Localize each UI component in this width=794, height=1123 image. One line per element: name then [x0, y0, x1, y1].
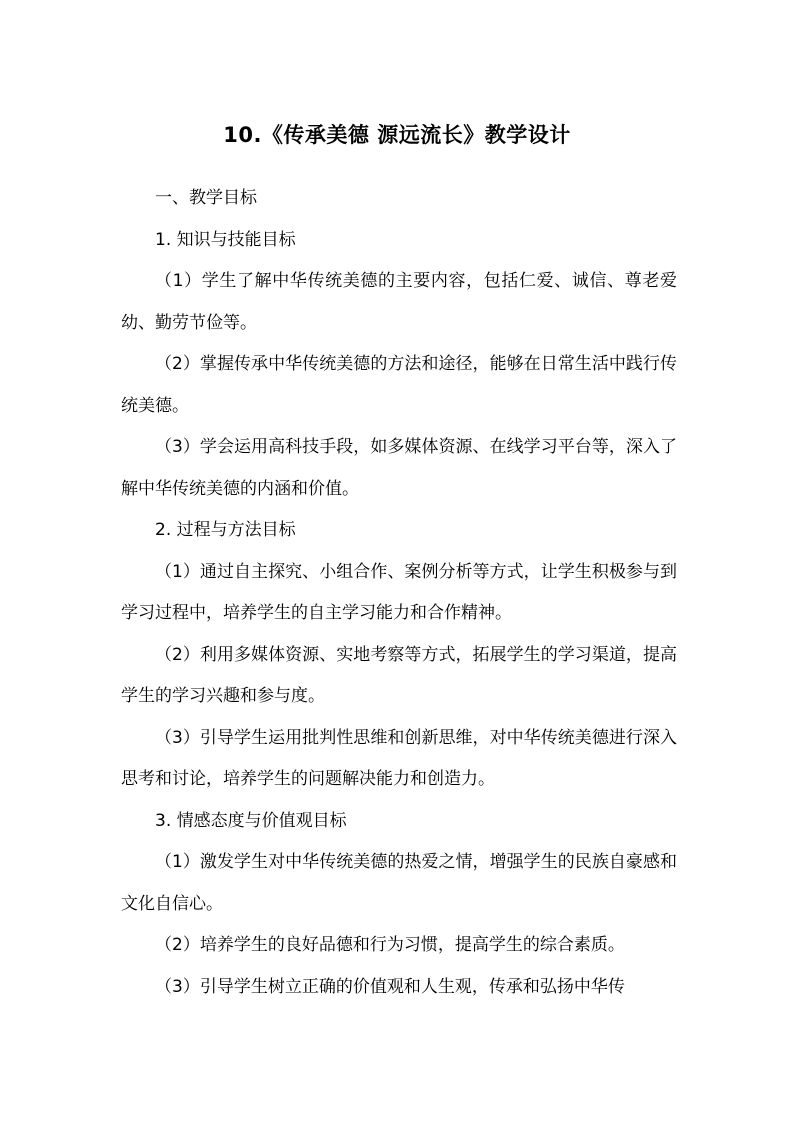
paragraph: （1）通过自主探究、小组合作、案例分析等方式，让学生积极参与到学习过程中，培养学生的自主学习能力和合作精神。	[121, 561, 677, 623]
paragraph: （3）学会运用高科技手段，如多媒体资源、在线学习平台等，深入了解中华传统美德的内涵和价值。	[121, 437, 677, 499]
document-body	[121, 178, 677, 1008]
paragraph: （3）引导学生树立正确的价值观和人生观，传承和弘扬中华传	[155, 976, 625, 997]
subheading-emotion-values: 3. 情感态度与价值观目标	[155, 810, 347, 831]
paragraph: （1）激发学生对中华传统美德的热爱之情，增强学生的民族自豪感和文化自信心。	[121, 852, 677, 914]
section-heading-objectives: 一、教学目标	[155, 188, 257, 208]
document-title: 10.《传承美德 源远流长》教学设计	[223, 123, 571, 147]
paragraph: （2）掌握传承中华传统美德的方法和途径，能够在日常生活中践行传统美德。	[121, 354, 677, 416]
paragraph: （2）利用多媒体资源、实地考察等方式，拓展学生的学习渠道，提高学生的学习兴趣和参与度。	[121, 644, 677, 706]
subheading-process-methods: 2. 过程与方法目标	[155, 520, 296, 540]
paragraph: （3）引导学生运用批判性思维和创新思维，对中华传统美德进行深入思考和讨论，培养学生的问题解决能力和创造力。	[121, 727, 677, 789]
paragraph: （1）学生了解中华传统美德的主要内容，包括仁爱、诚信、尊老爱幼、勤劳节俭等。	[121, 271, 677, 333]
subheading-knowledge-skills: 1. 知识与技能目标	[155, 229, 296, 250]
paragraph: （2）培养学生的良好品德和行为习惯，提高学生的综合素质。	[155, 935, 625, 955]
